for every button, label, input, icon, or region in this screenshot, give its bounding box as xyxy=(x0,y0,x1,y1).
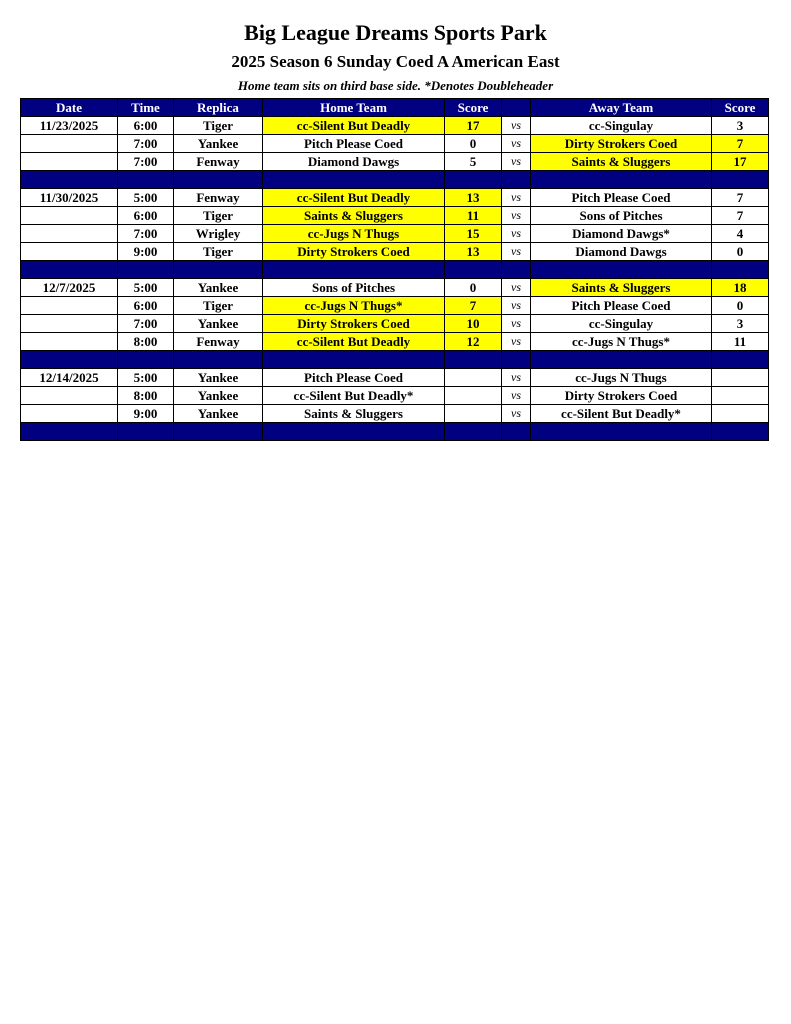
separator-cell xyxy=(118,171,174,189)
replica-cell: Yankee xyxy=(174,387,263,405)
schedule-table xyxy=(20,98,769,441)
home-team-cell: Saints & Sluggers xyxy=(263,207,445,225)
away-team-cell: cc-Singulay xyxy=(531,315,712,333)
date-cell xyxy=(21,333,118,351)
time-cell: 5:00 xyxy=(118,189,174,207)
vs-cell: vs xyxy=(502,207,531,225)
table-row xyxy=(21,189,769,207)
replica-cell: Tiger xyxy=(174,207,263,225)
home-team-cell: cc-Silent But Deadly* xyxy=(263,387,445,405)
away-score-cell xyxy=(712,369,769,387)
table-row xyxy=(21,153,769,171)
table-row xyxy=(21,405,769,423)
home-team-cell: Sons of Pitches xyxy=(263,279,445,297)
home-team-cell: Diamond Dawgs xyxy=(263,153,445,171)
home-team-cell: cc-Jugs N Thugs xyxy=(263,225,445,243)
time-cell: 6:00 xyxy=(118,207,174,225)
vs-cell: vs xyxy=(502,279,531,297)
date-cell: 11/30/2025 xyxy=(21,189,118,207)
vs-cell: vs xyxy=(502,153,531,171)
time-cell: 9:00 xyxy=(118,243,174,261)
home-team-cell: cc-Silent But Deadly xyxy=(263,189,445,207)
vs-cell: vs xyxy=(502,405,531,423)
col-header-replica: Replica xyxy=(174,99,263,117)
separator-cell xyxy=(21,261,118,279)
replica-cell: Tiger xyxy=(174,297,263,315)
col-header-time: Time xyxy=(118,99,174,117)
home-team-cell: Dirty Strokers Coed xyxy=(263,243,445,261)
home-team-cell: Pitch Please Coed xyxy=(263,369,445,387)
away-team-cell: Sons of Pitches xyxy=(531,207,712,225)
separator-cell xyxy=(502,423,531,441)
separator-cell xyxy=(502,261,531,279)
home-team-cell: cc-Jugs N Thugs* xyxy=(263,297,445,315)
separator-cell xyxy=(118,423,174,441)
away-score-cell: 18 xyxy=(712,279,769,297)
vs-cell: vs xyxy=(502,117,531,135)
separator-cell xyxy=(502,171,531,189)
replica-cell: Yankee xyxy=(174,405,263,423)
separator-cell xyxy=(445,261,502,279)
separator-cell xyxy=(263,261,445,279)
home-score-cell: 13 xyxy=(445,189,502,207)
season-subtitle: 2025 Season 6 Sunday Coed A American East xyxy=(231,52,560,71)
vs-cell: vs xyxy=(502,369,531,387)
home-score-cell: 12 xyxy=(445,333,502,351)
date-cell: 12/14/2025 xyxy=(21,369,118,387)
away-score-cell: 0 xyxy=(712,297,769,315)
table-row xyxy=(21,387,769,405)
separator-cell xyxy=(531,351,712,369)
vs-cell: vs xyxy=(502,315,531,333)
separator-cell xyxy=(263,351,445,369)
week-separator-row xyxy=(21,171,769,189)
vs-cell: vs xyxy=(502,333,531,351)
replica-cell: Yankee xyxy=(174,369,263,387)
time-cell: 7:00 xyxy=(118,153,174,171)
home-team-cell: Saints & Sluggers xyxy=(263,405,445,423)
replica-cell: Yankee xyxy=(174,315,263,333)
separator-cell xyxy=(502,351,531,369)
week-separator-row xyxy=(21,423,769,441)
home-score-cell: 5 xyxy=(445,153,502,171)
week-separator-row xyxy=(21,261,769,279)
home-score-cell xyxy=(445,405,502,423)
date-cell xyxy=(21,315,118,333)
separator-cell xyxy=(118,261,174,279)
replica-cell: Tiger xyxy=(174,117,263,135)
away-team-cell: Diamond Dawgs* xyxy=(531,225,712,243)
separator-cell xyxy=(21,171,118,189)
away-team-cell: cc-Silent But Deadly* xyxy=(531,405,712,423)
table-row xyxy=(21,369,769,387)
col-header-date: Date xyxy=(21,99,118,117)
date-cell: 12/7/2025 xyxy=(21,279,118,297)
separator-cell xyxy=(445,171,502,189)
away-team-cell: Pitch Please Coed xyxy=(531,297,712,315)
separator-cell xyxy=(445,351,502,369)
home-team-cell: cc-Silent But Deadly xyxy=(263,333,445,351)
replica-cell: Fenway xyxy=(174,189,263,207)
replica-cell: Yankee xyxy=(174,279,263,297)
home-score-cell: 10 xyxy=(445,315,502,333)
table-row xyxy=(21,297,769,315)
date-cell xyxy=(21,387,118,405)
home-team-cell: Dirty Strokers Coed xyxy=(263,315,445,333)
away-score-cell: 7 xyxy=(712,207,769,225)
time-cell: 6:00 xyxy=(118,297,174,315)
replica-cell: Fenway xyxy=(174,333,263,351)
time-cell: 7:00 xyxy=(118,315,174,333)
separator-cell xyxy=(531,423,712,441)
date-cell xyxy=(21,153,118,171)
separator-cell xyxy=(21,351,118,369)
table-row xyxy=(21,333,769,351)
replica-cell: Wrigley xyxy=(174,225,263,243)
col-header-away-score: Score xyxy=(712,99,769,117)
away-score-cell xyxy=(712,387,769,405)
table-row xyxy=(21,207,769,225)
table-row xyxy=(21,117,769,135)
replica-cell: Yankee xyxy=(174,135,263,153)
date-cell xyxy=(21,207,118,225)
header-row xyxy=(21,99,769,117)
date-cell xyxy=(21,135,118,153)
page-title: Big League Dreams Sports Park xyxy=(244,20,547,45)
home-score-cell: 0 xyxy=(445,135,502,153)
separator-cell xyxy=(174,351,263,369)
away-score-cell: 11 xyxy=(712,333,769,351)
separator-cell xyxy=(712,351,769,369)
col-header-home-team: Home Team xyxy=(263,99,445,117)
date-cell xyxy=(21,225,118,243)
time-cell: 6:00 xyxy=(118,117,174,135)
home-score-cell: 0 xyxy=(445,279,502,297)
away-team-cell: Saints & Sluggers xyxy=(531,153,712,171)
time-cell: 5:00 xyxy=(118,369,174,387)
away-score-cell: 4 xyxy=(712,225,769,243)
away-team-cell: Dirty Strokers Coed xyxy=(531,135,712,153)
col-header-away-team: Away Team xyxy=(531,99,712,117)
table-row xyxy=(21,279,769,297)
home-score-cell xyxy=(445,387,502,405)
home-score-cell: 15 xyxy=(445,225,502,243)
separator-cell xyxy=(531,261,712,279)
away-score-cell: 0 xyxy=(712,243,769,261)
table-row xyxy=(21,225,769,243)
away-team-cell: Saints & Sluggers xyxy=(531,279,712,297)
vs-cell: vs xyxy=(502,387,531,405)
home-score-cell: 7 xyxy=(445,297,502,315)
separator-cell xyxy=(174,171,263,189)
vs-cell: vs xyxy=(502,189,531,207)
away-team-cell: Dirty Strokers Coed xyxy=(531,387,712,405)
separator-cell xyxy=(21,423,118,441)
table-row xyxy=(21,315,769,333)
away-team-cell: Pitch Please Coed xyxy=(531,189,712,207)
away-score-cell: 3 xyxy=(712,117,769,135)
col-header-vs xyxy=(502,99,531,117)
separator-cell xyxy=(712,261,769,279)
vs-cell: vs xyxy=(502,135,531,153)
replica-cell: Tiger xyxy=(174,243,263,261)
date-cell xyxy=(21,243,118,261)
date-cell xyxy=(21,297,118,315)
time-cell: 7:00 xyxy=(118,135,174,153)
time-cell: 8:00 xyxy=(118,387,174,405)
away-team-cell: cc-Jugs N Thugs xyxy=(531,369,712,387)
home-score-cell: 13 xyxy=(445,243,502,261)
home-score-cell xyxy=(445,369,502,387)
home-team-cell: Pitch Please Coed xyxy=(263,135,445,153)
away-team-cell: Diamond Dawgs xyxy=(531,243,712,261)
time-cell: 8:00 xyxy=(118,333,174,351)
vs-cell: vs xyxy=(502,297,531,315)
replica-cell: Fenway xyxy=(174,153,263,171)
separator-cell xyxy=(174,423,263,441)
away-score-cell: 3 xyxy=(712,315,769,333)
separator-cell xyxy=(174,261,263,279)
time-cell: 5:00 xyxy=(118,279,174,297)
schedule-body xyxy=(21,117,769,441)
separator-cell xyxy=(712,171,769,189)
separator-cell xyxy=(263,423,445,441)
away-team-cell: cc-Jugs N Thugs* xyxy=(531,333,712,351)
date-cell: 11/23/2025 xyxy=(21,117,118,135)
separator-cell xyxy=(445,423,502,441)
date-cell xyxy=(21,405,118,423)
table-row xyxy=(21,135,769,153)
vs-cell: vs xyxy=(502,243,531,261)
away-team-cell: cc-Singulay xyxy=(531,117,712,135)
col-header-home-score: Score xyxy=(445,99,502,117)
separator-cell xyxy=(531,171,712,189)
home-team-cell: cc-Silent But Deadly xyxy=(263,117,445,135)
away-score-cell: 7 xyxy=(712,189,769,207)
separator-cell xyxy=(263,171,445,189)
vs-cell: vs xyxy=(502,225,531,243)
table-row xyxy=(21,243,769,261)
away-score-cell xyxy=(712,405,769,423)
separator-cell xyxy=(118,351,174,369)
schedule-note: Home team sits on third base side. *Denotes Doubleheader xyxy=(237,78,554,93)
week-separator-row xyxy=(21,351,769,369)
home-score-cell: 11 xyxy=(445,207,502,225)
time-cell: 9:00 xyxy=(118,405,174,423)
home-score-cell: 17 xyxy=(445,117,502,135)
time-cell: 7:00 xyxy=(118,225,174,243)
separator-cell xyxy=(712,423,769,441)
away-score-cell: 17 xyxy=(712,153,769,171)
away-score-cell: 7 xyxy=(712,135,769,153)
